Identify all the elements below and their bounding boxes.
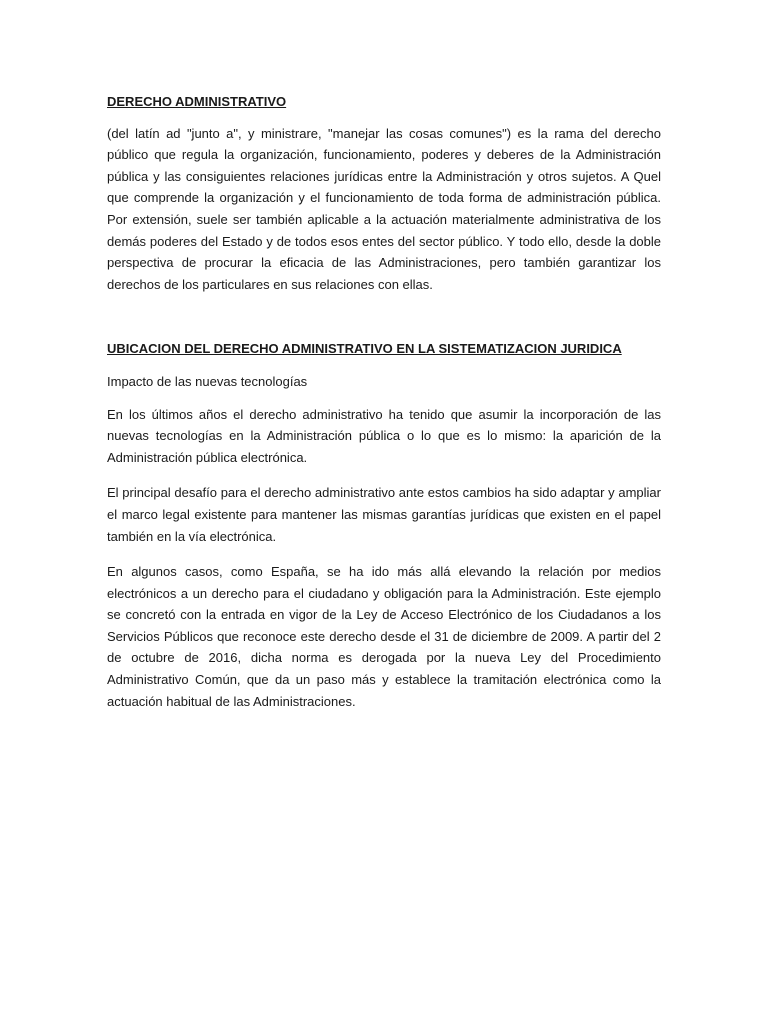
paragraph-definition: (del latín ad "junto a", y ministrare, "manejar las cosas comunes") es la rama del derecho público que regula la organización, funcionamiento, poderes y deberes de la Administración pública y las consiguientes relaciones jurídicas entre la Administración y otros sujetos. A Quel que comprende la organización y el funcionamiento de toda forma de administración pública. Por extensión, suele ser también aplicable a la actuación materialmente administrativa de los demás poderes del Estado y de todos esos entes del sector público. Y todo ello, desde la doble perspectiva de procurar la eficacia de las Administraciones, pero también garantizar los derechos de los particulares en sus relaciones con ellas. xyxy=(107,125,661,292)
section-heading-derecho-administrativo: DERECHO ADMINISTRATIVO xyxy=(107,94,287,109)
section-heading-ubicacion: UBICACION DEL DERECHO ADMINISTRATIVO EN LA SISTEMATIZACION JURIDICA xyxy=(107,341,622,357)
paragraph-nuevas-tecnologias: En los últimos años el derecho administrativo ha tenido que asumir la incorporación de las nuevas tecnologías en la Administración pública o lo que es lo mismo: la aparición de la Administración pública electrónica. xyxy=(107,406,661,465)
subheading-impacto: Impacto de las nuevas tecnologías xyxy=(107,373,308,389)
paragraph-espana: En algunos casos, como España, se ha ido más allá elevando la relación por medios electrónicos a un derecho para el ciudadano y obligación para la Administración. Este ejemplo se concretó con la entrada en vigor de la Ley de Acceso Electrónico de los Ciudadanos a los Servicios Públicos que reconoce este derecho desde el 31 de diciembre de 2009. A partir del 2 de octubre de 2016, dicha norma es derogada por la nueva Ley del Procedimiento Administrativo Común, que da un paso más y establece la tramitación electrónica como la actuación habitual de las Administraciones. xyxy=(107,564,661,709)
document-page xyxy=(107,91,661,726)
paragraph-principal-desafio: El principal desafío para el derecho administrativo ante estos cambios ha sido adaptar y ampliar el marco legal existente para mantener las mismas garantías jurídicas que existen en el papel también en la vía electrónica. xyxy=(107,485,661,544)
